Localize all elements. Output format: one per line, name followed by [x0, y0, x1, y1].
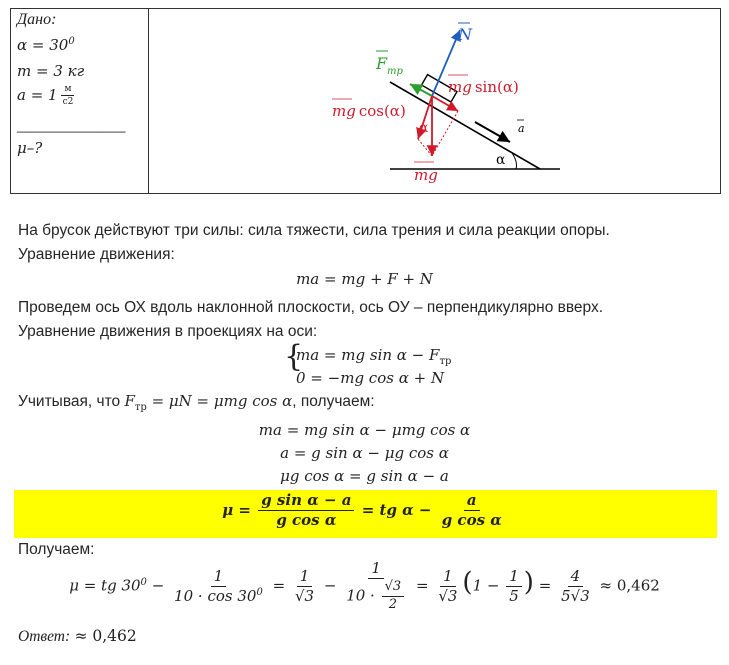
- text-line-5: Учитывая, что $F_{тр} = \mu N = \mu mg$ cos α, получаем:: [18, 392, 375, 413]
- gravity-label: mg: [414, 166, 438, 184]
- given-unknown: μ–?: [17, 139, 43, 157]
- projection-y: 0 = −mg cos α + N: [296, 369, 445, 387]
- given-label: Дано:: [17, 11, 57, 28]
- text-line-6: Получаем:: [18, 541, 95, 558]
- text-line-4: Уравнение движения в проекциях на оси:: [18, 323, 318, 340]
- given-divider: [148, 8, 149, 194]
- projection-x: ma = mg $\sin \alpha - F_{тр}$: [296, 346, 452, 367]
- accel-arrow: [475, 122, 510, 142]
- equation-3: μg cos α = g sin α − a: [280, 467, 449, 485]
- system-brace: {: [284, 339, 304, 374]
- answer-line: Ответ: ≈ 0,462: [18, 627, 137, 645]
- alpha-base-label: α: [496, 152, 506, 168]
- text-line-1: На брусок действуют три силы: сила тяжести, сила трения и сила реакции опоры.: [18, 222, 610, 239]
- projection-dotted-1: [432, 111, 458, 156]
- projection-dotted-2: [418, 139, 432, 156]
- equation-2: a = g sin α − μg cos α: [280, 444, 449, 462]
- text-line-2: Уравнение движения:: [18, 246, 175, 263]
- accel-label: a: [518, 122, 525, 135]
- normal-force-label: N: [458, 25, 472, 44]
- given-mass: m = 3 кг: [17, 62, 85, 80]
- result-equation: μ = $\frac{\text{g sin α − a}}{\text{g cos α}}$ = tg α − $\frac{a}{\text{g cos α}}$: [222, 491, 502, 530]
- mg-sin-label: mg sin(α): [448, 78, 519, 96]
- alpha-inner-label: α: [419, 120, 429, 136]
- calculation-equation: μ = tg $30^0$ − $\frac{1}{10 \cdot \cos 30^0}$ = $\frac{1}{√3}$ − 1 10 · $\frac{√3}{2}$ = $\frac{1}{√3}$ (1 − $\frac{1}{5}$ ) = $\frac{4}{5√3}$ ≈ 0,462: [69, 559, 660, 613]
- given-accel: a = 1 $\frac{м}{с2}$: [17, 84, 74, 108]
- text-line-3: Проведем ось ОХ вдоль наклонной плоскости, ось ОУ – перпендикулярно вверх.: [18, 299, 604, 316]
- friction-label: F: [376, 54, 388, 73]
- given-separator: _______________: [17, 118, 126, 133]
- motion-equation: ma = mg + F + N: [296, 270, 433, 288]
- mg-cos-label: mg cos(α): [332, 102, 406, 120]
- given-alpha: $\alpha = 30^0$: [17, 36, 75, 54]
- friction-label-sub: тр: [387, 66, 403, 77]
- incline-diagram: [330, 14, 570, 189]
- equation-1: ma = mg sin α − μmg cos α: [258, 421, 471, 439]
